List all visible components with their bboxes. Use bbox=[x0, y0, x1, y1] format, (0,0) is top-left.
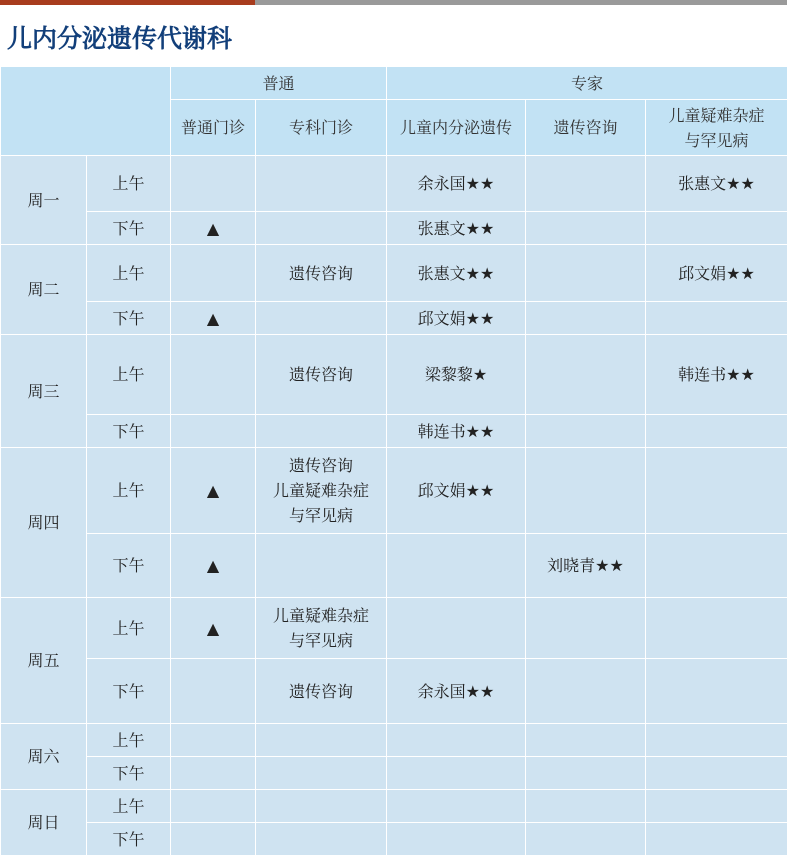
schedule-cell bbox=[526, 790, 646, 823]
schedule-cell bbox=[526, 823, 646, 856]
header-row-groups bbox=[1, 67, 787, 100]
table-row bbox=[1, 534, 787, 598]
period-label: 上午 bbox=[87, 724, 171, 757]
table-row bbox=[1, 724, 787, 757]
period-label: 下午 bbox=[87, 212, 171, 245]
table-row bbox=[1, 790, 787, 823]
schedule-cell: 遗传咨询 bbox=[256, 245, 387, 302]
schedule-cell bbox=[171, 245, 256, 302]
schedule-cell: 余永国★★ bbox=[387, 659, 526, 724]
schedule-cell bbox=[526, 156, 646, 212]
schedule-cell bbox=[646, 757, 787, 790]
schedule-cell bbox=[526, 302, 646, 335]
schedule-cell bbox=[526, 757, 646, 790]
table-row bbox=[1, 659, 787, 724]
schedule-cell: 韩连书★★ bbox=[646, 335, 787, 415]
schedule-cell: ▲ bbox=[171, 534, 256, 598]
schedule-cell bbox=[171, 757, 256, 790]
schedule-cell bbox=[646, 659, 787, 724]
schedule-cell bbox=[387, 598, 526, 659]
period-label: 下午 bbox=[87, 757, 171, 790]
schedule-cell bbox=[526, 415, 646, 448]
schedule-cell bbox=[256, 415, 387, 448]
schedule-cell bbox=[387, 790, 526, 823]
column-header: 普通门诊 bbox=[171, 100, 256, 156]
schedule-cell bbox=[387, 724, 526, 757]
column-header: 儿童疑难杂症 与罕见病 bbox=[646, 100, 787, 156]
schedule-cell: 余永国★★ bbox=[387, 156, 526, 212]
page-title: 儿内分泌遗传代谢科 bbox=[7, 24, 233, 53]
schedule-cell bbox=[526, 245, 646, 302]
column-header: 遗传咨询 bbox=[526, 100, 646, 156]
period-label: 上午 bbox=[87, 598, 171, 659]
schedule-cell bbox=[171, 335, 256, 415]
schedule-cell bbox=[171, 156, 256, 212]
period-label: 下午 bbox=[87, 823, 171, 856]
schedule-cell: 遗传咨询 儿童疑难杂症 与罕见病 bbox=[256, 448, 387, 534]
schedule-cell bbox=[171, 659, 256, 724]
table-row bbox=[1, 212, 787, 245]
table-row bbox=[1, 245, 787, 302]
schedule-cell bbox=[171, 823, 256, 856]
schedule-cell bbox=[526, 448, 646, 534]
table-row bbox=[1, 448, 787, 534]
schedule-cell bbox=[526, 659, 646, 724]
day-label: 周二 bbox=[1, 245, 87, 335]
schedule-cell: 韩连书★★ bbox=[387, 415, 526, 448]
schedule-cell: ▲ bbox=[171, 212, 256, 245]
table-row bbox=[1, 823, 787, 856]
table-row bbox=[1, 302, 787, 335]
column-header: 儿童内分泌遗传 bbox=[387, 100, 526, 156]
table-row bbox=[1, 156, 787, 212]
schedule-cell bbox=[526, 724, 646, 757]
day-label: 周六 bbox=[1, 724, 87, 790]
schedule-cell bbox=[387, 757, 526, 790]
period-label: 下午 bbox=[87, 659, 171, 724]
schedule-cell: ▲ bbox=[171, 302, 256, 335]
period-label: 上午 bbox=[87, 448, 171, 534]
schedule-cell bbox=[256, 790, 387, 823]
table-row bbox=[1, 335, 787, 415]
schedule-cell bbox=[526, 335, 646, 415]
schedule-cell bbox=[171, 724, 256, 757]
header-group-expert: 专家 bbox=[387, 67, 787, 100]
schedule-cell bbox=[387, 534, 526, 598]
schedule-cell: 儿童疑难杂症 与罕见病 bbox=[256, 598, 387, 659]
schedule-cell: 刘晓青★★ bbox=[526, 534, 646, 598]
day-label: 周五 bbox=[1, 598, 87, 724]
period-label: 上午 bbox=[87, 245, 171, 302]
column-header: 专科门诊 bbox=[256, 100, 387, 156]
schedule-cell bbox=[646, 302, 787, 335]
top-accent-bar bbox=[0, 0, 787, 5]
schedule-cell bbox=[646, 534, 787, 598]
period-label: 上午 bbox=[87, 156, 171, 212]
schedule-cell: ▲ bbox=[171, 598, 256, 659]
schedule-table bbox=[0, 66, 787, 856]
schedule-cell: 张惠文★★ bbox=[387, 245, 526, 302]
period-label: 下午 bbox=[87, 415, 171, 448]
schedule-cell: 邱文娟★★ bbox=[646, 245, 787, 302]
top-accent-bar-left bbox=[0, 0, 255, 5]
day-label: 周四 bbox=[1, 448, 87, 598]
schedule-cell: 遗传咨询 bbox=[256, 659, 387, 724]
schedule-cell bbox=[256, 302, 387, 335]
table-row bbox=[1, 598, 787, 659]
top-accent-bar-right bbox=[255, 0, 787, 5]
schedule-cell bbox=[646, 212, 787, 245]
period-label: 下午 bbox=[87, 302, 171, 335]
schedule-cell bbox=[256, 757, 387, 790]
day-label: 周一 bbox=[1, 156, 87, 245]
schedule-cell: 张惠文★★ bbox=[646, 156, 787, 212]
schedule-cell: 邱文娟★★ bbox=[387, 302, 526, 335]
period-label: 上午 bbox=[87, 790, 171, 823]
period-label: 上午 bbox=[87, 335, 171, 415]
schedule-cell: ▲ bbox=[171, 448, 256, 534]
schedule-cell bbox=[646, 415, 787, 448]
schedule-cell bbox=[646, 790, 787, 823]
table-row bbox=[1, 757, 787, 790]
schedule-cell bbox=[171, 790, 256, 823]
schedule-cell bbox=[256, 156, 387, 212]
schedule-cell: 张惠文★★ bbox=[387, 212, 526, 245]
schedule-cell bbox=[256, 212, 387, 245]
day-label: 周日 bbox=[1, 790, 87, 856]
schedule-cell bbox=[171, 415, 256, 448]
period-label: 下午 bbox=[87, 534, 171, 598]
schedule-cell bbox=[256, 724, 387, 757]
schedule-cell bbox=[646, 598, 787, 659]
schedule-cell bbox=[526, 212, 646, 245]
schedule-cell: 遗传咨询 bbox=[256, 335, 387, 415]
schedule-cell bbox=[646, 448, 787, 534]
header-group-general: 普通 bbox=[171, 67, 387, 100]
schedule-cell bbox=[526, 598, 646, 659]
day-label: 周三 bbox=[1, 335, 87, 448]
schedule-cell bbox=[256, 534, 387, 598]
header-corner bbox=[1, 67, 171, 156]
schedule-cell: 梁黎黎★ bbox=[387, 335, 526, 415]
schedule-cell bbox=[646, 724, 787, 757]
schedule-cell bbox=[256, 823, 387, 856]
schedule-cell: 邱文娟★★ bbox=[387, 448, 526, 534]
schedule-cell bbox=[646, 823, 787, 856]
table-row bbox=[1, 415, 787, 448]
schedule-cell bbox=[387, 823, 526, 856]
